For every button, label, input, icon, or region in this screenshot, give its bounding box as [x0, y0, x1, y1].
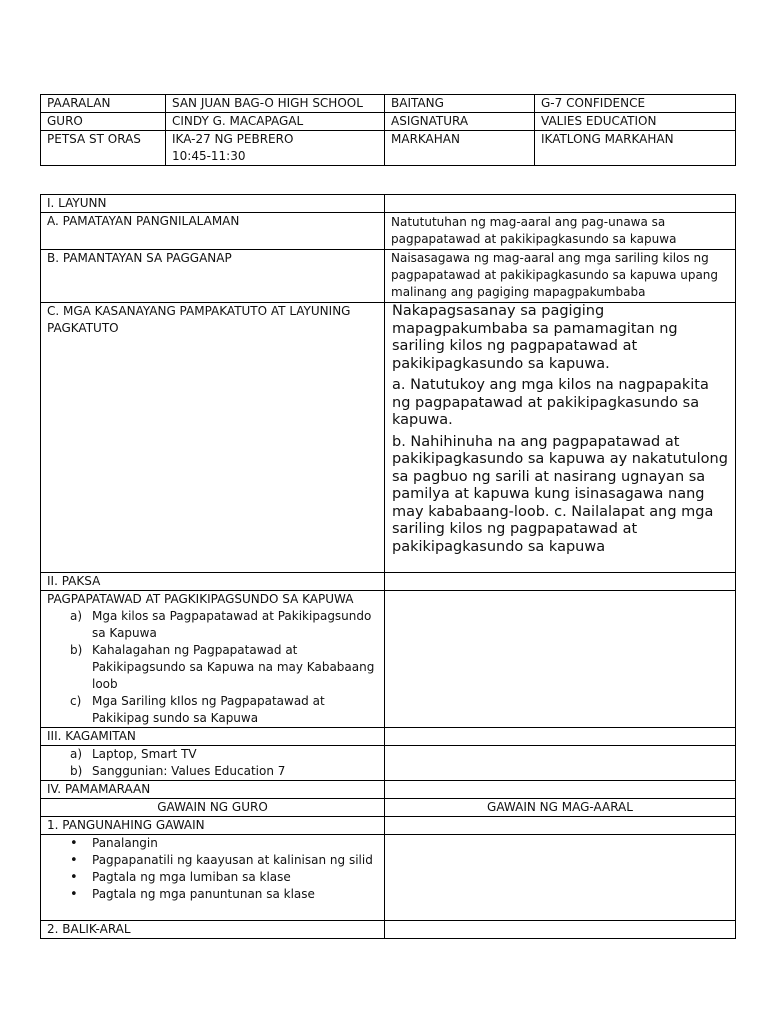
label-petsa: PETSA ST ORAS	[41, 131, 166, 166]
lesson-plan-table	[40, 194, 736, 939]
list-marker: b)	[70, 643, 83, 657]
list-text: Pagtala ng mga lumiban sa klase	[92, 870, 291, 884]
section-heading-kagamitan: III. KAGAMITAN	[41, 728, 385, 746]
label-asignatura: ASIGNATURA	[385, 113, 535, 131]
list-text: Mga Sariling kIlos ng Pagpapatawad at Pakikipag sundo sa Kapuwa	[92, 694, 325, 725]
value-asignatura: VALIES EDUCATION	[535, 113, 736, 131]
row-gawain-bullets	[41, 835, 736, 921]
value-baitang: G-7 CONFIDENCE	[535, 95, 736, 113]
row-kagamitan	[41, 746, 736, 781]
bullet-icon: •	[70, 870, 78, 885]
kagamitan-content	[41, 746, 385, 781]
row-layunin	[41, 195, 736, 213]
bullet-icon: •	[70, 836, 78, 851]
kasanayan-paragraph: a. Natutukoy ang mga kilos na nagpapakita ng pagpapatawad at pakikipagkasundo sa kapuwa.	[392, 377, 709, 428]
empty-cell	[385, 781, 736, 799]
list-text: Laptop, Smart TV	[92, 747, 197, 761]
empty-cell	[385, 835, 736, 921]
empty-cell	[385, 746, 736, 781]
row-kasanayan	[41, 303, 736, 573]
row-column-headers	[41, 799, 736, 817]
empty-cell	[385, 728, 736, 746]
label-pangunahing-gawain: 1. PANGUNAHING GAWAIN	[41, 817, 385, 835]
list-marker: a)	[70, 747, 83, 761]
label-kasanayan: C. MGA KASANAYANG PAMPAKATUTO AT LAYUNING PAGKATUTO	[41, 303, 385, 573]
label-markahan: MARKAHAN	[385, 131, 535, 166]
row-balik-aral	[41, 921, 736, 939]
text-pamantayan-pagganap: Naisasagawa ng mag-aaral ang mga sariling kilos ng pagpapatawad at pakikipagkasundo sa kapuwa upang malinang ang pagiging mapagpakumbaba	[385, 250, 736, 303]
kasanayan-paragraph: Nakapagsasanay sa pagiging mapagpakumbaba sa pamamagitan ng sariling kilos ng pagpapatawad at pakikipagkasundo sa kapuwa.	[392, 303, 678, 372]
header-row	[41, 131, 736, 166]
paksa-content	[41, 591, 385, 728]
label-balik-aral: 2. BALIK-ARAL	[41, 921, 385, 939]
text-kasanayan	[385, 303, 736, 573]
value-guro: CINDY G. MACAPAGAL	[166, 113, 385, 131]
empty-cell	[385, 921, 736, 939]
gawain-content	[41, 835, 385, 921]
list-item	[47, 763, 378, 780]
label-paaralan: PAARALAN	[41, 95, 166, 113]
list-text: Pagpapanatili ng kaayusan at kalinisan ng silid	[92, 853, 373, 867]
gawain-list	[47, 835, 378, 903]
kagamitan-list	[47, 746, 378, 780]
list-marker: c)	[70, 694, 82, 708]
section-heading-pamamaraan: IV. PAMAMARAAN	[41, 781, 385, 799]
section-heading-layunin: I. LAYUNN	[41, 195, 385, 213]
list-item	[47, 835, 378, 852]
paksa-title: PAGPAPATAWAD AT PAGKIKIPAGSUNDO SA KAPUWA	[47, 592, 354, 606]
header-row	[41, 113, 736, 131]
value-markahan: IKATLONG MARKAHAN	[535, 131, 736, 166]
empty-cell	[385, 195, 736, 213]
column-header-mag-aaral: GAWAIN NG MAG-AARAL	[385, 799, 736, 817]
list-item	[47, 608, 378, 642]
column-header-guro: GAWAIN NG GURO	[41, 799, 385, 817]
bullet-icon: •	[70, 887, 78, 902]
list-text: Kahalagahan ng Pagpapatawad at Pakikipagsundo sa Kapuwa na may Kababaang loob	[92, 643, 375, 691]
list-item	[47, 886, 378, 903]
list-item	[47, 746, 378, 763]
petsa-time: 10:45-11:30	[172, 149, 246, 163]
kasanayan-paragraph: b. Nahihinuha na ang pagpapatawad at pakikipagkasundo sa kapuwa ay nakatutulong sa pagbuo ng sarili at nasirang ugnayan sa pamilya at kapuwa kung isinasagawa nang may kababaang-loob. c. Nailalapat ang mga sariling kilos ng pagpapatawad at pakikipagkasundo sa kapuwa	[392, 433, 728, 555]
list-text: Pagtala ng mga panuntunan sa klase	[92, 887, 315, 901]
row-paksa	[41, 591, 736, 728]
row-pangunahing-gawain	[41, 817, 736, 835]
row-pamamaraan-heading	[41, 781, 736, 799]
petsa-date: IKA-27 NG PEBRERO	[172, 132, 294, 146]
label-guro: GURO	[41, 113, 166, 131]
value-paaralan: SAN JUAN BAG-O HIGH SCHOOL	[166, 95, 385, 113]
text-pamantayan-pangnilalaman: Natututuhan ng mag-aaral ang pag-unawa sa pagpapatawad at pakikipagkasundo sa kapuwa	[385, 213, 736, 250]
list-item	[47, 693, 378, 727]
list-item	[47, 869, 378, 886]
bullet-icon: •	[70, 853, 78, 868]
row-pamantayan-pangnilalaman	[41, 213, 736, 250]
list-item	[47, 642, 378, 693]
row-pamantayan-pagganap	[41, 250, 736, 303]
empty-cell	[385, 817, 736, 835]
list-item	[47, 852, 378, 869]
label-pamantayan-pangnilalaman: A. PAMATAYAN PANGNILALAMAN	[41, 213, 385, 250]
label-pamantayan-pagganap: B. PAMANTAYAN SA PAGGANAP	[41, 250, 385, 303]
paksa-list	[47, 608, 378, 727]
empty-cell	[385, 591, 736, 728]
list-text: Mga kilos sa Pagpapatawad at Pakikipagsundo sa Kapuwa	[92, 609, 372, 640]
row-kagamitan-heading	[41, 728, 736, 746]
list-marker: b)	[70, 764, 83, 778]
section-heading-paksa: II. PAKSA	[41, 573, 385, 591]
label-baitang: BAITANG	[385, 95, 535, 113]
value-petsa	[166, 131, 385, 166]
empty-cell	[385, 573, 736, 591]
list-marker: a)	[70, 609, 83, 623]
header-info-table	[40, 94, 736, 166]
list-text: Sanggunian: Values Education 7	[92, 764, 286, 778]
list-text: Panalangin	[92, 836, 158, 850]
header-row	[41, 95, 736, 113]
row-paksa-heading	[41, 573, 736, 591]
